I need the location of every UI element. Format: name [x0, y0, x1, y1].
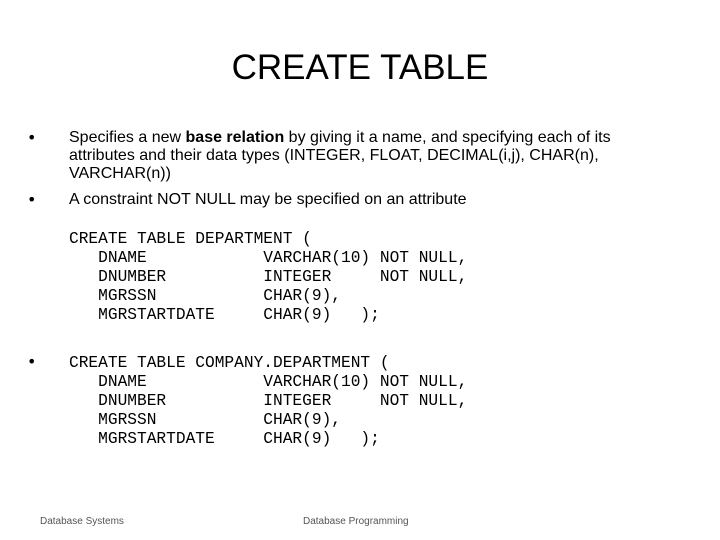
bullet-icon: • [27, 128, 37, 147]
slide-title: CREATE TABLE [231, 48, 489, 87]
bullet-bold-term: base relation [185, 129, 285, 146]
bullet-company-department [27, 352, 69, 371]
bullet-base-relation [27, 129, 687, 183]
bullet-text: A constraint NOT NULL may be specified on an attribute [69, 191, 467, 208]
bullet-icon: • [27, 352, 37, 371]
bullet-text-part: Specifies a new [69, 129, 186, 146]
bullet-text-part: by giving it a name, and specifying each of its attributes and their data types (INTEGER, FLOAT, DECIMAL(i,j), CHAR(n), VARCHAR(n)) [69, 129, 611, 182]
footer-course-name: Database Systems [40, 516, 124, 527]
bullet-not-null [27, 191, 687, 209]
sql-code-block-company-department: CREATE TABLE COMPANY.DEPARTMENT ( DNAME VARCHAR(10) NOT NULL, DNUMBER INTEGER NOT NULL, MGRSSN CHAR(9), MGRSTARTDATE CHAR(9) ); [69, 354, 468, 448]
bullet-text [69, 129, 659, 183]
footer-topic: Database Programming [303, 516, 409, 527]
bullet-icon: • [27, 190, 37, 209]
sql-code-block-department: CREATE TABLE DEPARTMENT ( DNAME VARCHAR(10) NOT NULL, DNUMBER INTEGER NOT NULL, MGRSSN CHAR(9), MGRSTARTDATE CHAR(9) ); [69, 230, 468, 324]
